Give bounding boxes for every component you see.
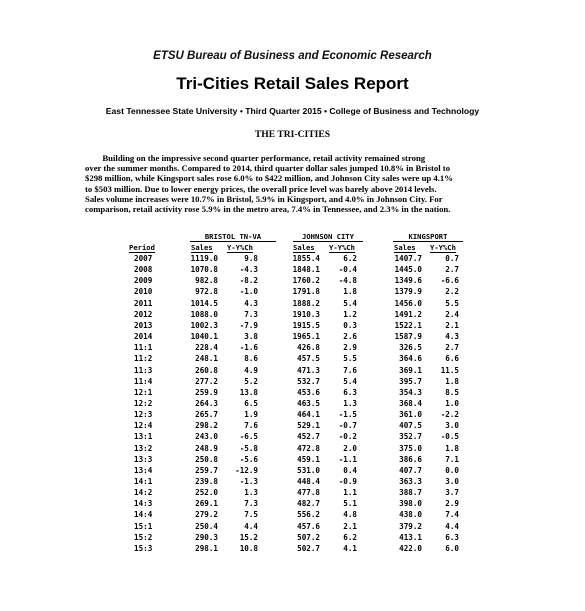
bristol-yoy-cell: -6.5 xyxy=(239,432,258,442)
johnson-sales-cell: 529.1 xyxy=(297,421,320,431)
kingsport-yoy-cell: 2.7 xyxy=(445,343,459,353)
bristol-yoy-cell: 7.3 xyxy=(244,309,258,319)
bristol-sales-cell: 265.7 xyxy=(195,410,218,420)
period-cell: 12:2 xyxy=(134,398,153,408)
bristol-sales-cell: 252.0 xyxy=(195,488,218,498)
kingsport-yoy-cell: 3.0 xyxy=(445,477,459,486)
table-row xyxy=(0,388,585,399)
period-cell: 2010 xyxy=(134,287,153,297)
johnson-sales-cell: 1760.2 xyxy=(292,276,320,286)
johnson-yoy-cell: 2.9 xyxy=(343,343,357,353)
summary-paragraph xyxy=(85,153,503,214)
johnson-sales-cell: 502.7 xyxy=(297,543,320,553)
kingsport-sales-cell: 422.0 xyxy=(399,543,422,553)
johnson-sales-cell: 459.1 xyxy=(297,454,320,464)
kingsport-yoy-cell: 5.5 xyxy=(445,298,459,308)
johnson-sales-cell: 1855.4 xyxy=(292,254,320,263)
kingsport-sales-cell: 398.0 xyxy=(399,499,422,509)
table-row xyxy=(0,522,585,533)
kingsport-sales-cell: 375.0 xyxy=(399,443,422,453)
johnson-yoy-cell: 6.2 xyxy=(343,254,357,263)
bristol-sales-cell: 298.2 xyxy=(195,421,218,431)
group-header-bristol: BRISTOL TN-VA xyxy=(190,232,276,242)
kingsport-sales-cell: 1491.2 xyxy=(394,309,422,319)
kingsport-sales-cell: 1379.9 xyxy=(394,287,422,297)
bristol-sales-cell: 239.8 xyxy=(195,477,218,486)
table-row xyxy=(0,332,585,343)
johnson-sales-cell: 477.8 xyxy=(297,488,320,498)
kingsport-sales-cell: 438.0 xyxy=(399,510,422,520)
johnson-yoy-cell: -0.7 xyxy=(338,421,357,431)
kingsport-sales-cell: 388.7 xyxy=(399,488,422,498)
table-row xyxy=(0,366,585,377)
table-row xyxy=(0,488,585,499)
kingsport-yoy-cell: -0.5 xyxy=(440,432,459,442)
kingsport-sales-cell: 364.6 xyxy=(399,354,422,364)
paragraph-line: Building on the impressive second quarter performance, retail activity remained strong xyxy=(85,153,426,163)
paragraph-line: to $503 million. Due to lower energy prices, the overall price level was barely above 2014 levels. xyxy=(85,183,437,194)
table-row xyxy=(0,499,585,510)
period-cell: 11:4 xyxy=(134,376,153,386)
report-title: Tri-Cities Retail Sales Report xyxy=(176,74,409,93)
period-cell: 14:2 xyxy=(134,488,153,498)
period-cell: 2008 xyxy=(134,265,153,275)
bristol-yoy-cell: 6.5 xyxy=(244,398,258,408)
period-cell: 15:1 xyxy=(134,521,153,531)
period-cell: 12:1 xyxy=(134,387,153,397)
table-row xyxy=(0,544,585,555)
col-header-kingsport-yoy: Y-Y%Ch xyxy=(430,243,456,252)
col-header-johnson-sales: Sales xyxy=(293,243,315,252)
bristol-sales-cell: 298.1 xyxy=(195,543,218,553)
kingsport-yoy-cell: 2.2 xyxy=(445,287,459,297)
bristol-sales-cell: 243.0 xyxy=(195,432,218,442)
period-cell: 12:4 xyxy=(134,421,153,431)
bristol-sales-cell: 1070.8 xyxy=(190,265,218,275)
bristol-sales-cell: 982.8 xyxy=(195,276,218,286)
bristol-sales-cell: 228.4 xyxy=(195,343,218,353)
bristol-yoy-cell: 1.9 xyxy=(244,410,258,420)
bristol-yoy-cell: 4.9 xyxy=(244,365,258,375)
johnson-yoy-cell: 6.2 xyxy=(343,532,357,542)
johnson-yoy-cell: 2.0 xyxy=(343,443,357,453)
col-header-period: Period xyxy=(129,243,155,252)
bristol-yoy-cell: 7.3 xyxy=(244,499,258,509)
kingsport-yoy-cell: 4.4 xyxy=(445,521,459,531)
period-cell: 15:2 xyxy=(134,532,153,542)
kingsport-yoy-cell: 0.7 xyxy=(445,254,459,263)
kingsport-sales-cell: 413.1 xyxy=(399,532,422,542)
bristol-sales-cell: 1040.1 xyxy=(190,332,218,342)
table-row xyxy=(0,254,585,265)
kingsport-sales-cell: 361.0 xyxy=(399,410,422,420)
kingsport-sales-cell: 369.1 xyxy=(399,365,422,375)
johnson-sales-cell: 532.7 xyxy=(297,376,320,386)
table-row xyxy=(0,399,585,410)
period-cell: 15:3 xyxy=(134,543,153,553)
bristol-yoy-cell: 1.3 xyxy=(244,488,258,498)
table-row xyxy=(0,343,585,354)
kingsport-sales-cell: 1349.6 xyxy=(394,276,422,286)
kingsport-sales-cell: 386.6 xyxy=(399,454,422,464)
johnson-sales-cell: 448.4 xyxy=(297,477,320,486)
johnson-yoy-cell: -0.2 xyxy=(338,432,357,442)
kingsport-yoy-cell: 2.1 xyxy=(445,320,459,330)
kingsport-yoy-cell: -6.6 xyxy=(440,276,459,286)
johnson-yoy-cell: 6.3 xyxy=(343,387,357,397)
johnson-yoy-cell: 5.4 xyxy=(343,376,357,386)
johnson-sales-cell: 452.7 xyxy=(297,432,320,442)
bristol-yoy-cell: -4.3 xyxy=(239,265,258,275)
col-header-bristol-sales: Sales xyxy=(191,243,213,252)
kingsport-yoy-cell: 7.4 xyxy=(445,510,459,520)
johnson-yoy-cell: -0.4 xyxy=(338,265,357,275)
kingsport-sales-cell: 407.7 xyxy=(399,465,422,475)
report-subtitle: East Tennessee State University • Third Quarter 2015 • College of Business and Technology xyxy=(105,106,480,116)
bristol-sales-cell: 277.2 xyxy=(195,376,218,386)
period-cell: 14:3 xyxy=(134,499,153,509)
bristol-yoy-cell: -1.0 xyxy=(239,287,258,297)
johnson-sales-cell: 453.6 xyxy=(297,387,320,397)
table-row xyxy=(0,287,585,298)
bristol-yoy-cell: 9.8 xyxy=(244,254,258,263)
kingsport-yoy-cell: 6.6 xyxy=(445,354,459,364)
bristol-yoy-cell: -8.2 xyxy=(239,276,258,286)
kingsport-sales-cell: 368.4 xyxy=(399,398,422,408)
bristol-yoy-cell: -12.9 xyxy=(235,465,258,475)
period-cell: 12:3 xyxy=(134,410,153,420)
bristol-yoy-cell: 15.2 xyxy=(239,532,258,542)
table-row xyxy=(0,432,585,443)
bristol-sales-cell: 248.1 xyxy=(195,354,218,364)
johnson-yoy-cell: -4.8 xyxy=(338,276,357,286)
johnson-sales-cell: 457.6 xyxy=(297,521,320,531)
kingsport-sales-cell: 352.7 xyxy=(399,432,422,442)
bristol-sales-cell: 1119.0 xyxy=(190,254,218,263)
bristol-sales-cell: 250.8 xyxy=(195,454,218,464)
bristol-sales-cell: 269.1 xyxy=(195,499,218,509)
period-cell: 2012 xyxy=(134,309,153,319)
paragraph-line: Sales volume increases were 10.7% in Bristol, 5.9% in Kingsport, and 4.0% in Johnson City. For xyxy=(85,193,443,204)
period-cell: 11:3 xyxy=(134,365,153,375)
kingsport-sales-cell: 354.3 xyxy=(399,387,422,397)
kingsport-yoy-cell: 3.7 xyxy=(445,488,459,498)
table-row xyxy=(0,310,585,321)
bristol-sales-cell: 248.9 xyxy=(195,443,218,453)
period-cell: 14:4 xyxy=(134,510,153,520)
johnson-sales-cell: 1915.5 xyxy=(292,320,320,330)
table-row xyxy=(0,533,585,544)
table-row xyxy=(0,477,585,488)
bristol-yoy-cell: 4.3 xyxy=(244,298,258,308)
period-cell: 14:1 xyxy=(134,477,153,486)
johnson-sales-cell: 531.0 xyxy=(297,465,320,475)
period-cell: 13:4 xyxy=(134,465,153,475)
bristol-sales-cell: 264.3 xyxy=(195,398,218,408)
johnson-sales-cell: 507.2 xyxy=(297,532,320,542)
johnson-yoy-cell: 4.1 xyxy=(343,543,357,553)
kingsport-yoy-cell: 0.0 xyxy=(445,465,459,475)
period-cell: 2009 xyxy=(134,276,153,286)
table-row xyxy=(0,466,585,477)
johnson-yoy-cell: -1.5 xyxy=(338,410,357,420)
bristol-yoy-cell: -1.3 xyxy=(239,477,258,486)
kingsport-sales-cell: 363.3 xyxy=(399,477,422,486)
table-row xyxy=(0,455,585,466)
period-cell: 13:3 xyxy=(134,454,153,464)
johnson-sales-cell: 472.8 xyxy=(297,443,320,453)
bristol-yoy-cell: 7.5 xyxy=(244,510,258,520)
bristol-yoy-cell: 4.4 xyxy=(244,521,258,531)
kingsport-sales-cell: 395.7 xyxy=(399,376,422,386)
bristol-yoy-cell: -5.6 xyxy=(239,454,258,464)
bristol-yoy-cell: -1.6 xyxy=(239,343,258,353)
period-cell: 11:1 xyxy=(134,343,153,353)
period-cell: 2014 xyxy=(134,332,153,342)
col-header-kingsport-sales: Sales xyxy=(394,243,416,252)
johnson-yoy-cell: 5.5 xyxy=(343,354,357,364)
col-header-johnson-yoy: Y-Y%Ch xyxy=(329,243,355,252)
johnson-yoy-cell: -0.9 xyxy=(338,477,357,486)
period-cell: 2007 xyxy=(134,254,153,263)
johnson-yoy-cell: 7.6 xyxy=(343,365,357,375)
johnson-yoy-cell: -1.1 xyxy=(338,454,357,464)
johnson-yoy-cell: 1.2 xyxy=(343,309,357,319)
johnson-sales-cell: 457.5 xyxy=(297,354,320,364)
table-row xyxy=(0,410,585,421)
bureau-name: ETSU Bureau of Business and Economic Research xyxy=(153,50,432,62)
paragraph-line: comparison, retail activity rose 5.9% in the metro area, 7.4% in Tennessee, and 2.3% in the nation. xyxy=(85,204,451,215)
period-cell: 2013 xyxy=(134,320,153,330)
johnson-yoy-cell: 0.4 xyxy=(343,465,357,475)
bristol-sales-cell: 259.9 xyxy=(195,387,218,397)
johnson-yoy-cell: 2.6 xyxy=(343,332,357,342)
johnson-sales-cell: 1791.8 xyxy=(292,287,320,297)
bristol-yoy-cell: 7.6 xyxy=(244,421,258,431)
group-header-kingsport: KINGSPORT xyxy=(393,232,463,242)
johnson-sales-cell: 463.5 xyxy=(297,398,320,408)
period-cell: 13:1 xyxy=(134,432,153,442)
kingsport-yoy-cell: 6.3 xyxy=(445,532,459,542)
kingsport-sales-cell: 1407.7 xyxy=(394,254,422,263)
johnson-sales-cell: 1888.2 xyxy=(292,298,320,308)
johnson-yoy-cell: 1.3 xyxy=(343,398,357,408)
bristol-sales-cell: 1088.0 xyxy=(190,309,218,319)
table-row xyxy=(0,421,585,432)
group-header-johnson-city: JOHNSON CITY xyxy=(293,232,363,242)
kingsport-yoy-cell: 11.5 xyxy=(440,365,459,375)
table-row xyxy=(0,276,585,287)
johnson-yoy-cell: 4.8 xyxy=(343,510,357,520)
kingsport-sales-cell: 1587.9 xyxy=(394,332,422,342)
johnson-sales-cell: 1965.1 xyxy=(292,332,320,342)
col-header-bristol-yoy: Y-Y%Ch xyxy=(227,243,253,252)
kingsport-yoy-cell: -2.2 xyxy=(440,410,459,420)
johnson-sales-cell: 1910.3 xyxy=(292,309,320,319)
kingsport-yoy-cell: 3.0 xyxy=(445,421,459,431)
kingsport-yoy-cell: 8.5 xyxy=(445,387,459,397)
period-cell: 13:2 xyxy=(134,443,153,453)
johnson-yoy-cell: 0.3 xyxy=(343,320,357,330)
kingsport-yoy-cell: 4.3 xyxy=(445,332,459,342)
bristol-sales-cell: 259.7 xyxy=(195,465,218,475)
johnson-yoy-cell: 5.4 xyxy=(343,298,357,308)
kingsport-yoy-cell: 7.1 xyxy=(445,454,459,464)
bristol-yoy-cell: 10.8 xyxy=(239,543,258,553)
kingsport-sales-cell: 1456.0 xyxy=(394,298,422,308)
kingsport-yoy-cell: 2.9 xyxy=(445,499,459,509)
bristol-yoy-cell: 3.8 xyxy=(244,332,258,342)
johnson-sales-cell: 1848.1 xyxy=(292,265,320,275)
johnson-sales-cell: 426.8 xyxy=(297,343,320,353)
kingsport-sales-cell: 326.5 xyxy=(399,343,422,353)
bristol-sales-cell: 250.4 xyxy=(195,521,218,531)
kingsport-yoy-cell: 1.8 xyxy=(445,443,459,453)
johnson-yoy-cell: 2.1 xyxy=(343,521,357,531)
table-row xyxy=(0,377,585,388)
bristol-yoy-cell: 8.6 xyxy=(244,354,258,364)
table-row xyxy=(0,354,585,365)
bristol-yoy-cell: 5.2 xyxy=(244,376,258,386)
kingsport-sales-cell: 407.5 xyxy=(399,421,422,431)
kingsport-yoy-cell: 1.0 xyxy=(445,398,459,408)
bristol-yoy-cell: -7.9 xyxy=(239,320,258,330)
table-row xyxy=(0,299,585,310)
johnson-yoy-cell: 1.1 xyxy=(343,488,357,498)
bristol-sales-cell: 290.3 xyxy=(195,532,218,542)
bristol-sales-cell: 279.2 xyxy=(195,510,218,520)
kingsport-yoy-cell: 2.4 xyxy=(445,309,459,319)
kingsport-sales-cell: 1445.0 xyxy=(394,265,422,275)
kingsport-yoy-cell: 6.0 xyxy=(445,543,459,553)
kingsport-sales-cell: 1522.1 xyxy=(394,320,422,330)
kingsport-yoy-cell: 1.8 xyxy=(445,376,459,386)
bristol-sales-cell: 260.8 xyxy=(195,365,218,375)
section-heading: THE TRI-CITIES xyxy=(254,129,331,140)
johnson-sales-cell: 471.3 xyxy=(297,365,320,375)
bristol-sales-cell: 1014.5 xyxy=(190,298,218,308)
period-cell: 11:2 xyxy=(134,354,153,364)
johnson-yoy-cell: 1.8 xyxy=(343,287,357,297)
bristol-yoy-cell: 13.8 xyxy=(239,387,258,397)
bristol-yoy-cell: -5.8 xyxy=(239,443,258,453)
johnson-sales-cell: 464.1 xyxy=(297,410,320,420)
johnson-yoy-cell: 5.1 xyxy=(343,499,357,509)
table-row xyxy=(0,510,585,521)
kingsport-sales-cell: 379.2 xyxy=(399,521,422,531)
period-cell: 2011 xyxy=(134,298,153,308)
paragraph-line: $298 million, while Kingsport sales rose 6.0% to $422 million, and Johnson City sales were up 4.1% xyxy=(85,173,453,184)
sales-table-body xyxy=(0,254,585,554)
bristol-sales-cell: 972.8 xyxy=(195,287,218,297)
johnson-sales-cell: 556.2 xyxy=(297,510,320,520)
bristol-sales-cell: 1002.3 xyxy=(190,320,218,330)
table-row xyxy=(0,321,585,332)
kingsport-yoy-cell: 2.7 xyxy=(445,265,459,275)
table-row xyxy=(0,444,585,455)
paragraph-line: over the summer months. Compared to 2014, third quarter dollar sales jumped 10.8% in Bristol to xyxy=(85,163,451,174)
johnson-sales-cell: 482.7 xyxy=(297,499,320,509)
table-row xyxy=(0,265,585,276)
